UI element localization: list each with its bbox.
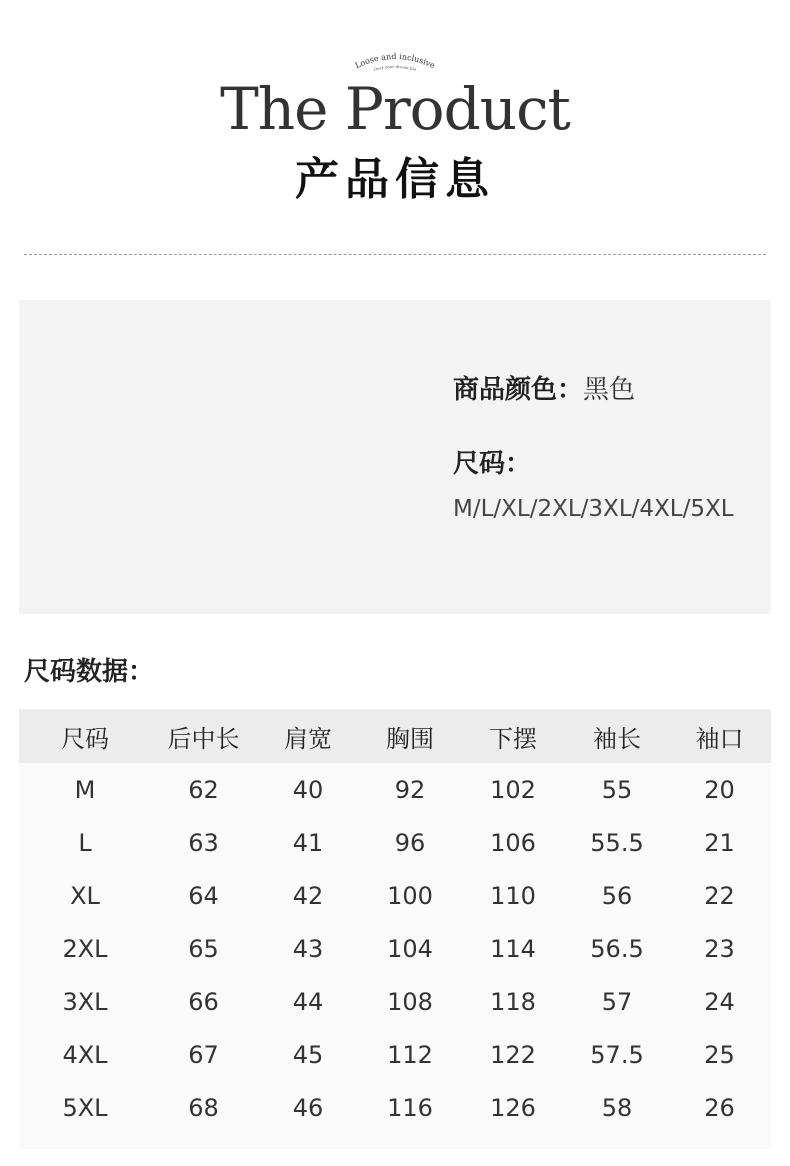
header-cell: 下摆 (489, 724, 537, 753)
page-header (0, 0, 790, 230)
table-cell: 66 (188, 987, 219, 1016)
header-cell: 胸围 (386, 724, 434, 753)
table-cell: 112 (387, 1040, 433, 1069)
table-cell: 20 (704, 775, 735, 804)
size-label: 尺码： (453, 449, 532, 479)
header-cell: 袖长 (593, 724, 641, 753)
table-cell: L (78, 828, 92, 857)
table-cell: 45 (292, 1040, 324, 1069)
table-cell: 122 (490, 1040, 536, 1069)
header-cell: 尺码 (61, 724, 109, 753)
size-chart-table (19, 709, 771, 1149)
table-cell: 23 (704, 934, 735, 963)
table-cell: 57.5 (590, 1040, 644, 1069)
header-cell: 肩宽 (284, 724, 332, 753)
table-cell: 22 (704, 881, 735, 910)
table-cell: 65 (188, 934, 219, 963)
table-cell: 62 (188, 775, 219, 804)
table-cell: 40 (292, 775, 324, 804)
table-cell: 46 (292, 1093, 324, 1122)
table-row (19, 1081, 771, 1134)
arc-text-top: Loose and inclusive (353, 51, 437, 71)
arc-text-bottom: Over your dream life (373, 63, 417, 73)
table-cell: 96 (394, 828, 426, 857)
table-row (19, 763, 771, 816)
table-cell: 57 (601, 987, 633, 1016)
table-cell: 64 (188, 881, 219, 910)
table-cell: 21 (704, 828, 735, 857)
table-cell: 5XL (62, 1093, 108, 1122)
dashed-divider (24, 254, 766, 255)
title-chinese: 产品信息 (295, 154, 495, 205)
header-cell: 袖口 (695, 724, 744, 753)
table-cell: 56 (601, 881, 633, 910)
table-cell: 3XL (62, 987, 108, 1016)
table-cell: 26 (704, 1093, 735, 1122)
table-cell: 114 (490, 934, 536, 963)
table-cell: 2XL (62, 934, 108, 963)
table-cell: 106 (490, 828, 536, 857)
product-info-panel (19, 300, 771, 614)
table-cell: 42 (292, 881, 324, 910)
title-english: The Product (220, 75, 570, 143)
size-values: M/L/XL/2XL/3XL/4XL/5XL (453, 496, 734, 522)
table-cell: 92 (394, 775, 426, 804)
table-cell: 118 (490, 987, 536, 1016)
table-cell: 63 (188, 828, 219, 857)
table-cell: 4XL (62, 1040, 108, 1069)
table-cell: 104 (387, 934, 433, 963)
size-chart-header-row (19, 709, 771, 763)
table-row (19, 1028, 771, 1081)
table-cell: 24 (704, 987, 735, 1016)
table-cell: XL (70, 881, 100, 910)
table-cell: 68 (188, 1093, 219, 1122)
table-cell: 41 (292, 828, 324, 857)
table-cell: 102 (490, 775, 536, 804)
header-cell: 后中长 (167, 724, 240, 753)
color-value: 黑色 (583, 375, 636, 405)
table-cell: 43 (292, 934, 324, 963)
svg-text:Over your dream life (373, 64, 417, 72)
table-cell: 108 (387, 987, 433, 1016)
table-row (19, 922, 771, 975)
table-cell: 55.5 (590, 828, 644, 857)
table-cell: M (74, 775, 96, 804)
table-cell: 25 (704, 1040, 735, 1069)
table-row (19, 869, 771, 922)
color-label: 商品颜色： (453, 375, 584, 405)
table-row (19, 975, 771, 1028)
table-cell: 58 (601, 1093, 633, 1122)
table-cell: 67 (188, 1040, 219, 1069)
product-color (453, 372, 635, 408)
table-cell: 55 (601, 775, 633, 804)
table-cell: 44 (292, 987, 324, 1016)
table-cell: 100 (387, 881, 433, 910)
table-cell: 110 (490, 881, 536, 910)
table-cell: 56.5 (590, 934, 644, 963)
size-chart-title: 尺码数据： (24, 657, 155, 687)
table-cell: 116 (387, 1093, 433, 1122)
table-cell: 126 (490, 1093, 536, 1122)
table-row (19, 816, 771, 869)
